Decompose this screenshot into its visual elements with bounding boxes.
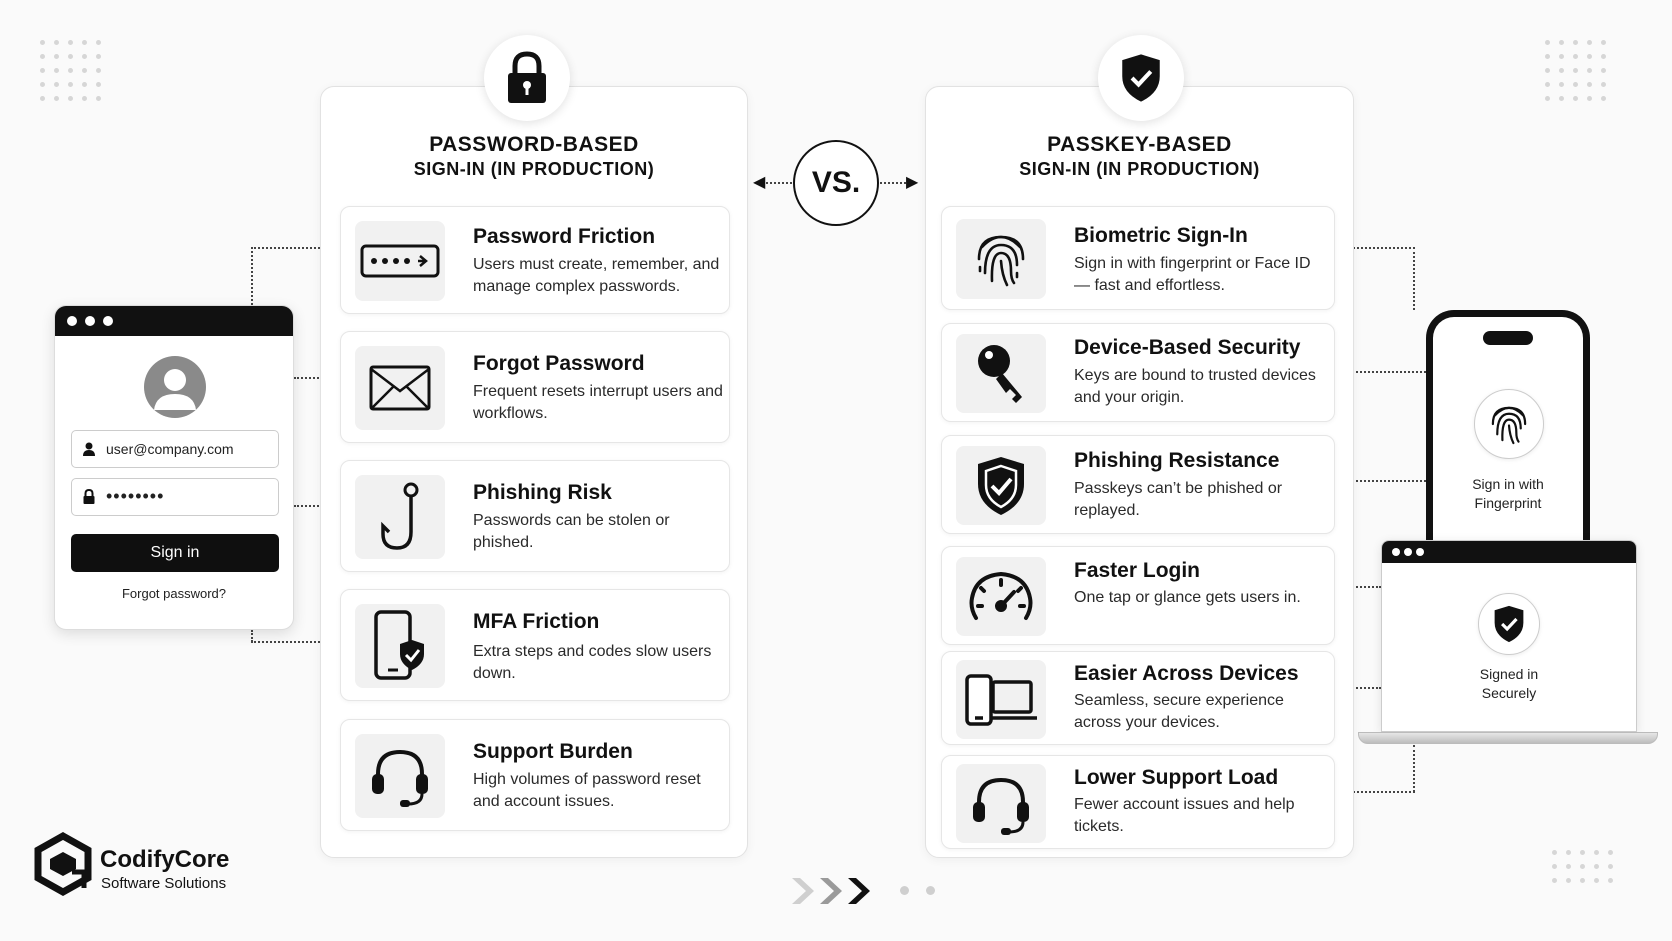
decorative-dot-grid — [1545, 40, 1606, 101]
pagination-dot — [900, 886, 909, 895]
chevron-right-icon — [790, 876, 880, 906]
card-description: Passkeys can’t be phished or replayed. — [1074, 480, 1283, 519]
card-title: Support Burden — [473, 740, 633, 763]
card-phishing-resistance — [941, 435, 1335, 534]
password-value: •••••••• — [106, 486, 165, 506]
fingerprint-icon — [974, 229, 1028, 289]
card-support-burden — [340, 719, 730, 831]
forgot-password-link[interactable]: Forgot password? — [121, 586, 227, 601]
success-badge — [1478, 593, 1540, 655]
card-description: Users must create, remember, and manage complex passwords. — [473, 256, 720, 295]
card-description: Keys are bound to trusted devices and your origin. — [1074, 367, 1316, 406]
connector-line — [1345, 480, 1426, 482]
passkey-panel — [925, 86, 1354, 858]
card-title: MFA Friction — [473, 610, 600, 633]
shield-check-icon — [974, 454, 1028, 518]
card-title: Phishing Risk — [473, 481, 612, 504]
fingerprint-button[interactable] — [1474, 389, 1544, 459]
password-badge — [484, 35, 570, 121]
decorative-dot-grid — [1552, 850, 1613, 883]
icon-tile — [956, 219, 1046, 299]
card-description: Seamless, secure experience across your devices. — [1074, 692, 1284, 731]
card-title: Lower Support Load — [1074, 766, 1279, 789]
laptop-titlebar — [1382, 541, 1636, 563]
card-device-based-security — [941, 323, 1335, 422]
login-window — [54, 305, 294, 630]
icon-tile — [355, 221, 445, 301]
icon-tile — [956, 446, 1046, 525]
card-description: Sign in with fingerprint or Face ID — fast and effortless. — [1074, 255, 1311, 294]
decorative-dot-grid — [40, 40, 101, 101]
phone-mockup — [1426, 310, 1590, 562]
pagination-dot — [926, 886, 935, 895]
card-title: Forgot Password — [473, 352, 645, 375]
fishing-hook-icon — [375, 482, 425, 552]
card-lower-support-load — [941, 755, 1335, 849]
icon-tile — [956, 334, 1046, 413]
shield-check-icon — [1492, 604, 1526, 644]
icon-tile — [355, 604, 445, 688]
icon-tile — [355, 346, 445, 430]
password-panel-title: PASSWORD-BASED SIGN-IN (IN PRODUCTION) — [413, 133, 655, 179]
arrow-right-icon: ▶ — [906, 174, 919, 191]
envelope-icon — [369, 365, 431, 411]
phone-notch — [1483, 331, 1533, 345]
icon-tile — [956, 557, 1046, 636]
card-easier-across-devices — [941, 651, 1335, 745]
card-description: Passwords can be stolen or phished. — [473, 512, 670, 551]
laptop-status: Signed in Securely — [1479, 666, 1539, 701]
connector-line — [251, 247, 331, 249]
icon-tile — [355, 475, 445, 559]
devices-icon — [963, 672, 1039, 728]
connector-line — [1345, 371, 1426, 373]
fingerprint-icon — [1489, 402, 1529, 446]
sign-in-button[interactable]: Sign in — [71, 534, 279, 572]
card-description: Frequent resets interrupt users and workflows. — [473, 383, 723, 422]
connector-line — [1345, 791, 1415, 793]
phone-shield-icon — [372, 610, 428, 682]
icon-tile — [956, 764, 1046, 843]
card-title: Password Friction — [473, 225, 656, 248]
card-faster-login — [941, 546, 1335, 645]
vs-arrow-line — [762, 182, 792, 184]
connector-line — [1413, 247, 1415, 310]
icon-tile — [956, 660, 1046, 739]
laptop-mockup — [1381, 540, 1637, 732]
card-description: One tap or glance gets users in. — [1074, 589, 1301, 606]
avatar — [144, 356, 206, 418]
headset-icon — [969, 772, 1033, 836]
card-biometric-sign-in — [941, 206, 1335, 310]
password-field-icon — [360, 244, 440, 278]
card-title: Easier Across Devices — [1074, 662, 1299, 685]
connector-line — [251, 641, 331, 643]
padlock-icon — [505, 51, 549, 105]
card-title: Biometric Sign-In — [1074, 224, 1248, 247]
vs-badge: VS. — [793, 140, 879, 226]
passkey-badge — [1098, 35, 1184, 121]
connector-line — [1413, 745, 1415, 792]
passkey-panel-title: PASSKEY-BASED SIGN-IN (IN PRODUCTION) — [1019, 133, 1260, 179]
connector-line — [1345, 247, 1415, 249]
user-icon — [82, 442, 96, 456]
arrow-left-icon: ◀ — [753, 174, 766, 191]
headset-icon — [368, 744, 432, 808]
shield-check-icon — [1119, 51, 1163, 105]
codifycore-logo-icon — [32, 832, 94, 896]
card-title: Faster Login — [1074, 559, 1201, 582]
key-icon — [974, 341, 1028, 407]
card-forgot-password — [340, 331, 730, 443]
email-field[interactable] — [71, 430, 279, 468]
card-description: Extra steps and codes slow users down. — [473, 643, 712, 682]
card-mfa-friction — [340, 589, 730, 701]
card-phishing-risk — [340, 460, 730, 572]
phone-prompt: Sign in with Fingerprint — [1472, 476, 1544, 511]
card-password-friction — [340, 206, 730, 314]
card-title: Device-Based Security — [1074, 336, 1301, 359]
user-avatar-icon — [144, 356, 206, 418]
window-titlebar — [55, 306, 293, 336]
email-value: user@company.com — [106, 441, 234, 457]
laptop-base — [1358, 732, 1658, 744]
icon-tile — [355, 734, 445, 818]
password-field[interactable] — [71, 478, 279, 516]
brand-name: CodifyCore — [100, 846, 230, 873]
brand-tagline: Software Solutions — [101, 875, 227, 892]
connector-line — [251, 247, 253, 305]
card-title: Phishing Resistance — [1074, 449, 1280, 472]
card-description: Fewer account issues and help tickets. — [1074, 796, 1295, 835]
lock-icon — [82, 489, 96, 505]
password-panel — [320, 86, 748, 858]
speedometer-icon — [968, 570, 1034, 624]
card-description: High volumes of password reset and account issues. — [473, 771, 701, 810]
